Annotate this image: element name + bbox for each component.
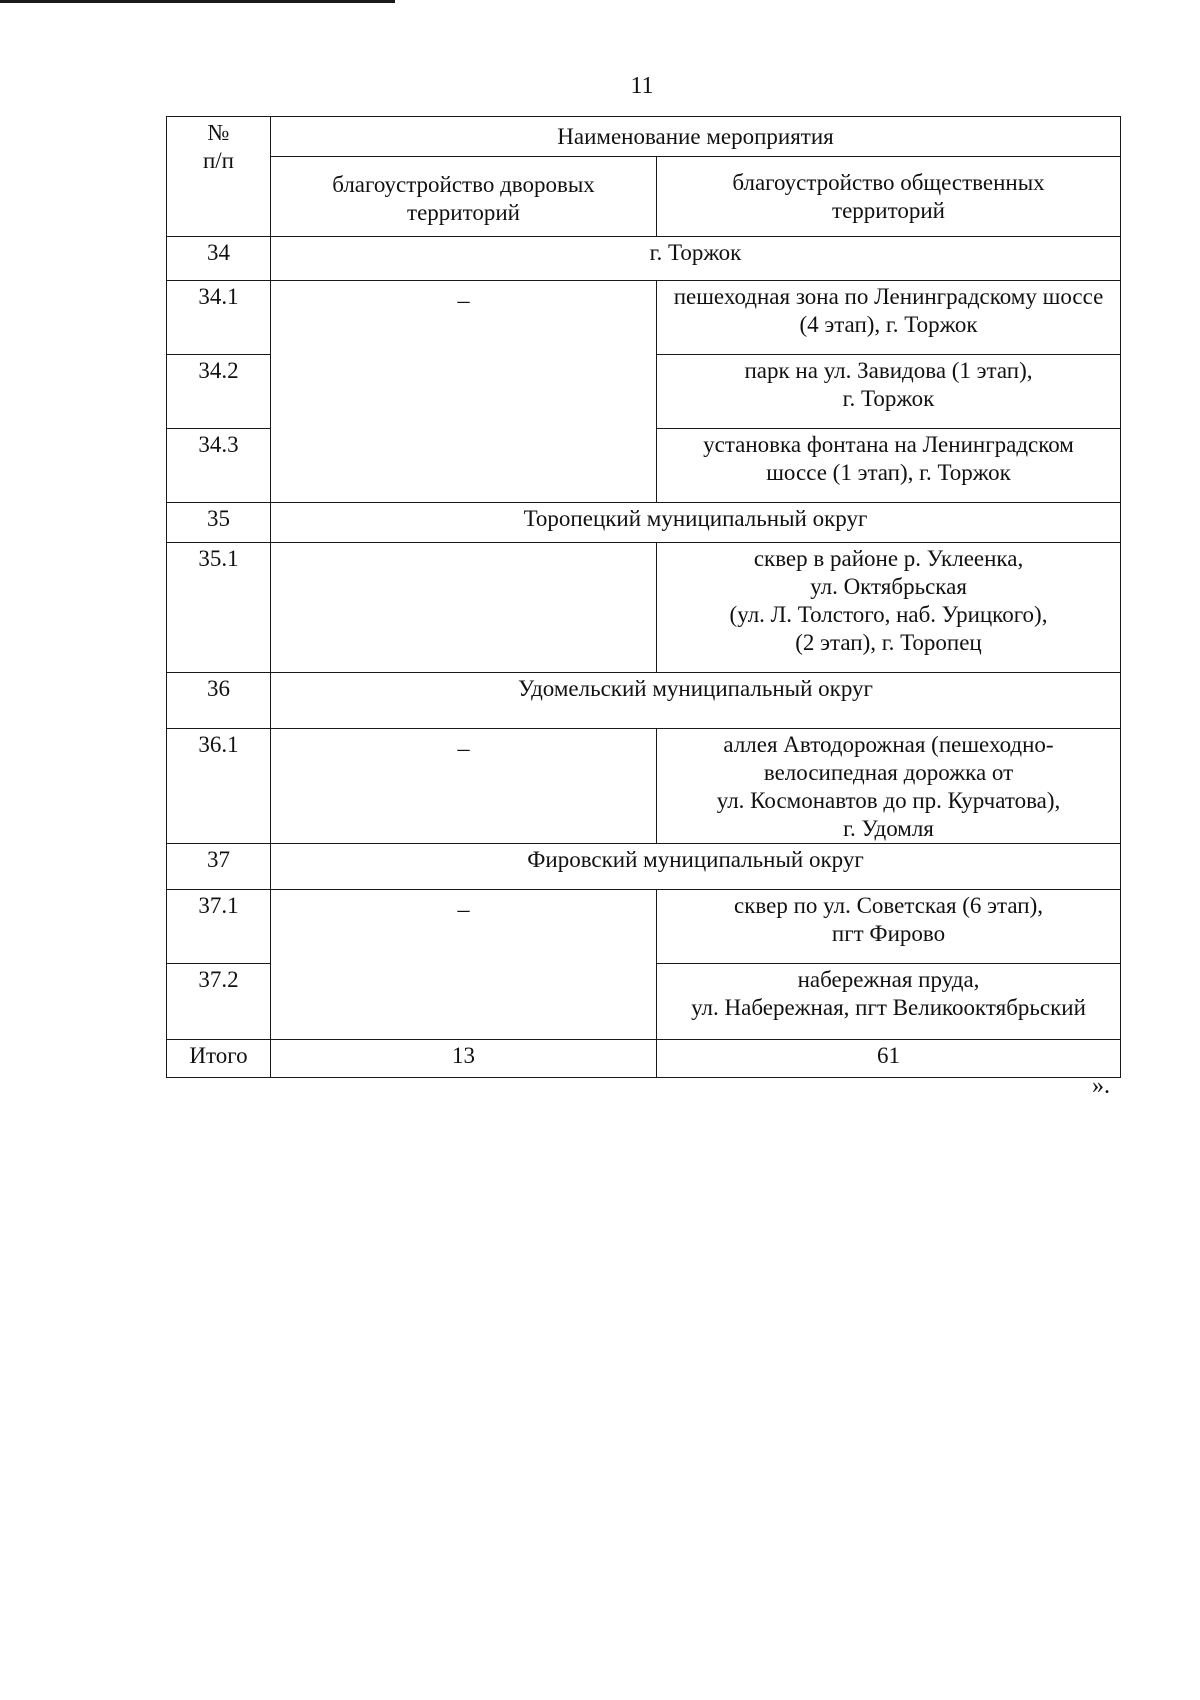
section-number: 35 bbox=[167, 503, 271, 543]
section-row bbox=[167, 503, 1121, 543]
section-title: Торопецкий муниципальный округ bbox=[271, 503, 1121, 543]
section-title: Удомельский муниципальный округ bbox=[271, 673, 1121, 729]
row-number: 35.1 bbox=[167, 543, 271, 673]
section-title: Фировский муниципальный округ bbox=[271, 844, 1121, 890]
table-row bbox=[167, 281, 1121, 355]
row-number: 37.1 bbox=[167, 890, 271, 964]
yards-value: – bbox=[271, 890, 657, 1040]
total-row bbox=[167, 1040, 1121, 1078]
table-row bbox=[167, 729, 1121, 844]
header-row bbox=[167, 117, 1121, 157]
row-number: 36.1 bbox=[167, 729, 271, 844]
measures-table bbox=[166, 116, 1121, 1078]
yards-value: – bbox=[271, 281, 657, 503]
section-row bbox=[167, 237, 1121, 281]
row-number: 34.2 bbox=[167, 355, 271, 429]
header-public: благоустройство общественных территорий bbox=[657, 157, 1121, 237]
header-event-name: Наименование мероприятия bbox=[271, 117, 1121, 157]
row-number: 37.2 bbox=[167, 964, 271, 1040]
total-label: Итого bbox=[167, 1040, 271, 1078]
subheader-row bbox=[167, 157, 1121, 237]
total-yards: 13 bbox=[271, 1040, 657, 1078]
section-row bbox=[167, 844, 1121, 890]
row-number: 34.1 bbox=[167, 281, 271, 355]
section-number: 34 bbox=[167, 237, 271, 281]
public-territory-cell: пешеходная зона по Ленинградскому шоссе (4 этап), г. Торжок bbox=[657, 281, 1121, 355]
public-territory-cell: сквер по ул. Советская (6 этап), пгт Фирово bbox=[657, 890, 1121, 964]
public-territory-cell: установка фонтана на Ленинградском шоссе (1 этап), г. Торжок bbox=[657, 429, 1121, 503]
section-number: 37 bbox=[167, 844, 271, 890]
yards-value bbox=[271, 543, 657, 673]
public-territory-cell: набережная пруда, ул. Набережная, пгт Великооктябрьский bbox=[657, 964, 1121, 1040]
yards-value: – bbox=[271, 729, 657, 844]
table-row bbox=[167, 890, 1121, 964]
section-title: г. Торжок bbox=[271, 237, 1121, 281]
closing-quote-mark: ». bbox=[1092, 1073, 1110, 1099]
public-territory-cell: сквер в районе р. Уклеенка, ул. Октябрьская (ул. Л. Толстого, наб. Урицкого), (2 этап), г. Торопец bbox=[657, 543, 1121, 673]
public-territory-cell: парк на ул. Завидова (1 этап), г. Торжок bbox=[657, 355, 1121, 429]
row-number: 34.3 bbox=[167, 429, 271, 503]
total-public: 61 bbox=[657, 1040, 1121, 1078]
top-rule bbox=[0, 0, 395, 3]
public-territory-cell: аллея Автодорожная (пешеходно- велосипедная дорожка от ул. Космонавтов до пр. Курчатова), г. Удомля bbox=[657, 729, 1121, 844]
header-number: № п/п bbox=[167, 117, 271, 237]
section-row bbox=[167, 673, 1121, 729]
page-number: 11 bbox=[630, 73, 654, 99]
header-yards: благоустройство дворовых территорий bbox=[271, 157, 657, 237]
section-number: 36 bbox=[167, 673, 271, 729]
table-row bbox=[167, 543, 1121, 673]
